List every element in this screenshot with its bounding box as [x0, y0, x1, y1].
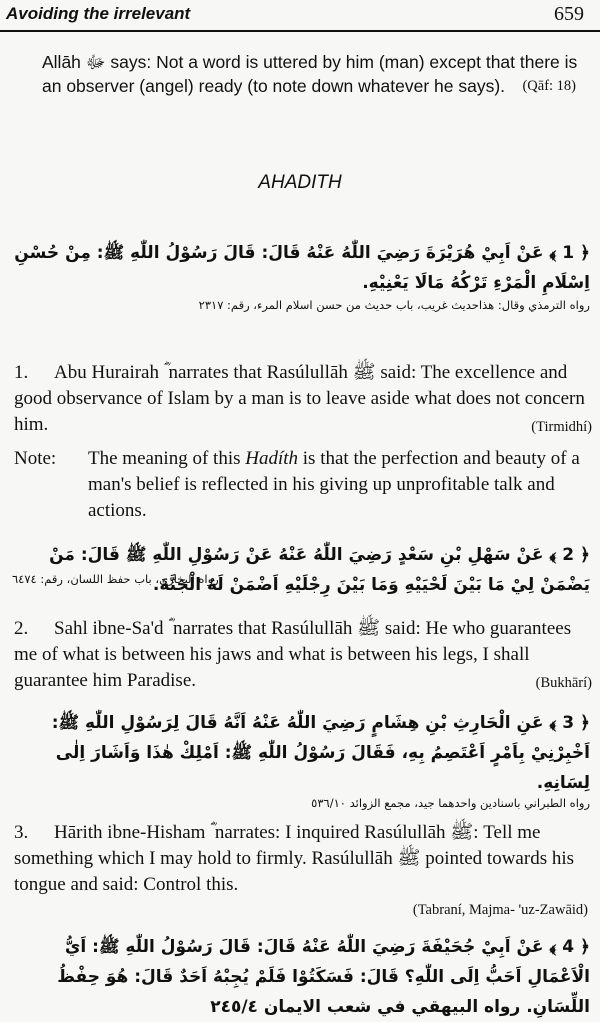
hadith-3-text: Hārith ibne-Hisham ؓ narrates: I inquired Rasúlullāh ﷺ: Tell me something which I may hold to firmly. Rasúlullāh ﷺ pointed towards his tongue and said: Control this.	[14, 822, 575, 895]
hadith-3-arabic-reference: رواه الطبراني باسنادين واحدهما جيد، مجمع الزوائد ٥٣٦/١٠	[311, 796, 590, 810]
hadith-1-arabic-reference: رواه الترمذي وقال: هذاحديث غريب، باب حديث من حسن اسلام المرء، رقم: ٢٣١٧	[198, 298, 590, 312]
hadith-1-translation	[14, 360, 592, 440]
hadith-2-arabic: ﴿ 2 ﴾ عَنْ سَهْلِ بْنِ سَعْدٍ رَضِيَ اللّٰهُ عَنْهُ عَنْ رَسُوْلِ اللّٰهِ ﷺ قَالَ: مَنْ يَضْمَنْ لِيْ مَا بَيْنَ لَحْيَيْهِ وَمَا بَيْنَ رِجْلَيْهِ اَضْمَنْ لَهُ الْجَنَّةَ.	[49, 545, 590, 595]
hadith-3-reference: (Tabraní, Majma- 'uz-Zawāid)	[412, 902, 588, 918]
note-text-end: is that the perfection and beauty of a man's belief is reflected in his giving up unprofitable talk and actions.	[88, 448, 580, 521]
hadith-2-text: Sahl ibne-Sa'd ؓ narrates that Rasúlullāh ﷺ said: He who guarantees me of what is between his jaws and what is between his legs, I shall guarantee him Paradise.	[14, 618, 572, 691]
hadith-2-number: 2.	[14, 618, 29, 639]
verse-text: Allāh ﷻ says: Not a word is uttered by him (man) except that there is an observer (angel) ready (to note down whatever he says).	[42, 52, 578, 96]
note-body	[88, 446, 594, 524]
page-number: 659	[554, 3, 584, 25]
note-text-start: The meaning of this	[88, 448, 246, 469]
hadith-2-translation	[14, 616, 592, 696]
hadith-1-number: 1.	[14, 362, 29, 383]
chapter-title: Avoiding the irrelevant	[6, 4, 191, 23]
section-title: AHADITH	[258, 172, 342, 193]
hadith-1-arabic: ﴿ 1 ﴾ عَنْ اَبِيْ هُرَيْرَةَ رَضِيَ اللّٰهُ عَنْهُ قَالَ: قَالَ رَسُوْلُ اللّٰهِ ﷺ: مِنْ حُسْنِ اِسْلَامِ الْمَرْءِ تَرْكُهُ مَالَا يَعْنِيْهِ.	[14, 243, 590, 293]
hadith-4-arabic: ﴿ 4 ﴾ عَنْ اَبِيْ جُحَيْفَةَ رَضِيَ اللّٰهُ عَنْهُ قَالَ: قَالَ رَسُوْلُ اللّٰهِ ﷺ: اَيُّ الْاَعْمَالِ اَحَبُّ اِلَى اللّٰهِ؟ قَالَ: فَسَكَتُوْا فَلَمْ يُجِبْهُ اَحَدٌ قَالَ: هُوَ حِفْظُ اللِّسَانِ. رواه البيهقي في شعب الايمان ٢٤٥/٤	[57, 937, 590, 1017]
hadith-2-reference: (Bukhārí)	[535, 675, 592, 691]
note-label: Note:	[14, 448, 57, 469]
verse-reference: (Qāf: 18)	[522, 78, 576, 94]
note-italic-term: Hadíth	[245, 448, 299, 469]
hadith-1-reference: (Tirmidhí)	[531, 419, 592, 435]
hadith-2-arabic-reference: رواه البخاري، باب حفظ اللسان، رقم: ٦٤٧٤	[12, 572, 219, 586]
running-header	[0, 0, 600, 32]
hadith-3-number: 3.	[14, 822, 29, 843]
hadith-1-text: Abu Hurairah ؓ narrates that Rasúlullāh ﷺ said: The excellence and good observance of Islam by a man is to leave aside what does not concern him.	[14, 362, 585, 435]
hadith-3-translation	[14, 820, 592, 898]
hadith-3-arabic: ﴿ 3 ﴾ عَنِ الْحَارِثِ بْنِ هِشَامٍ رَضِيَ اللّٰهُ عَنْهُ اَنَّهُ قَالَ لِرَسُوْلِ اللّٰهِ ﷺ: اَخْبِرْنِيْ بِاَمْرٍ اَعْتَصِمُ بِهِ، فَقَالَ رَسُوْلُ اللّٰهِ ﷺ: اَمْلِكْ هٰذَا وَاَشَارَ اِلٰى لِسَانِهِ.	[51, 713, 590, 793]
note-block	[14, 446, 594, 524]
quran-verse	[42, 50, 582, 98]
